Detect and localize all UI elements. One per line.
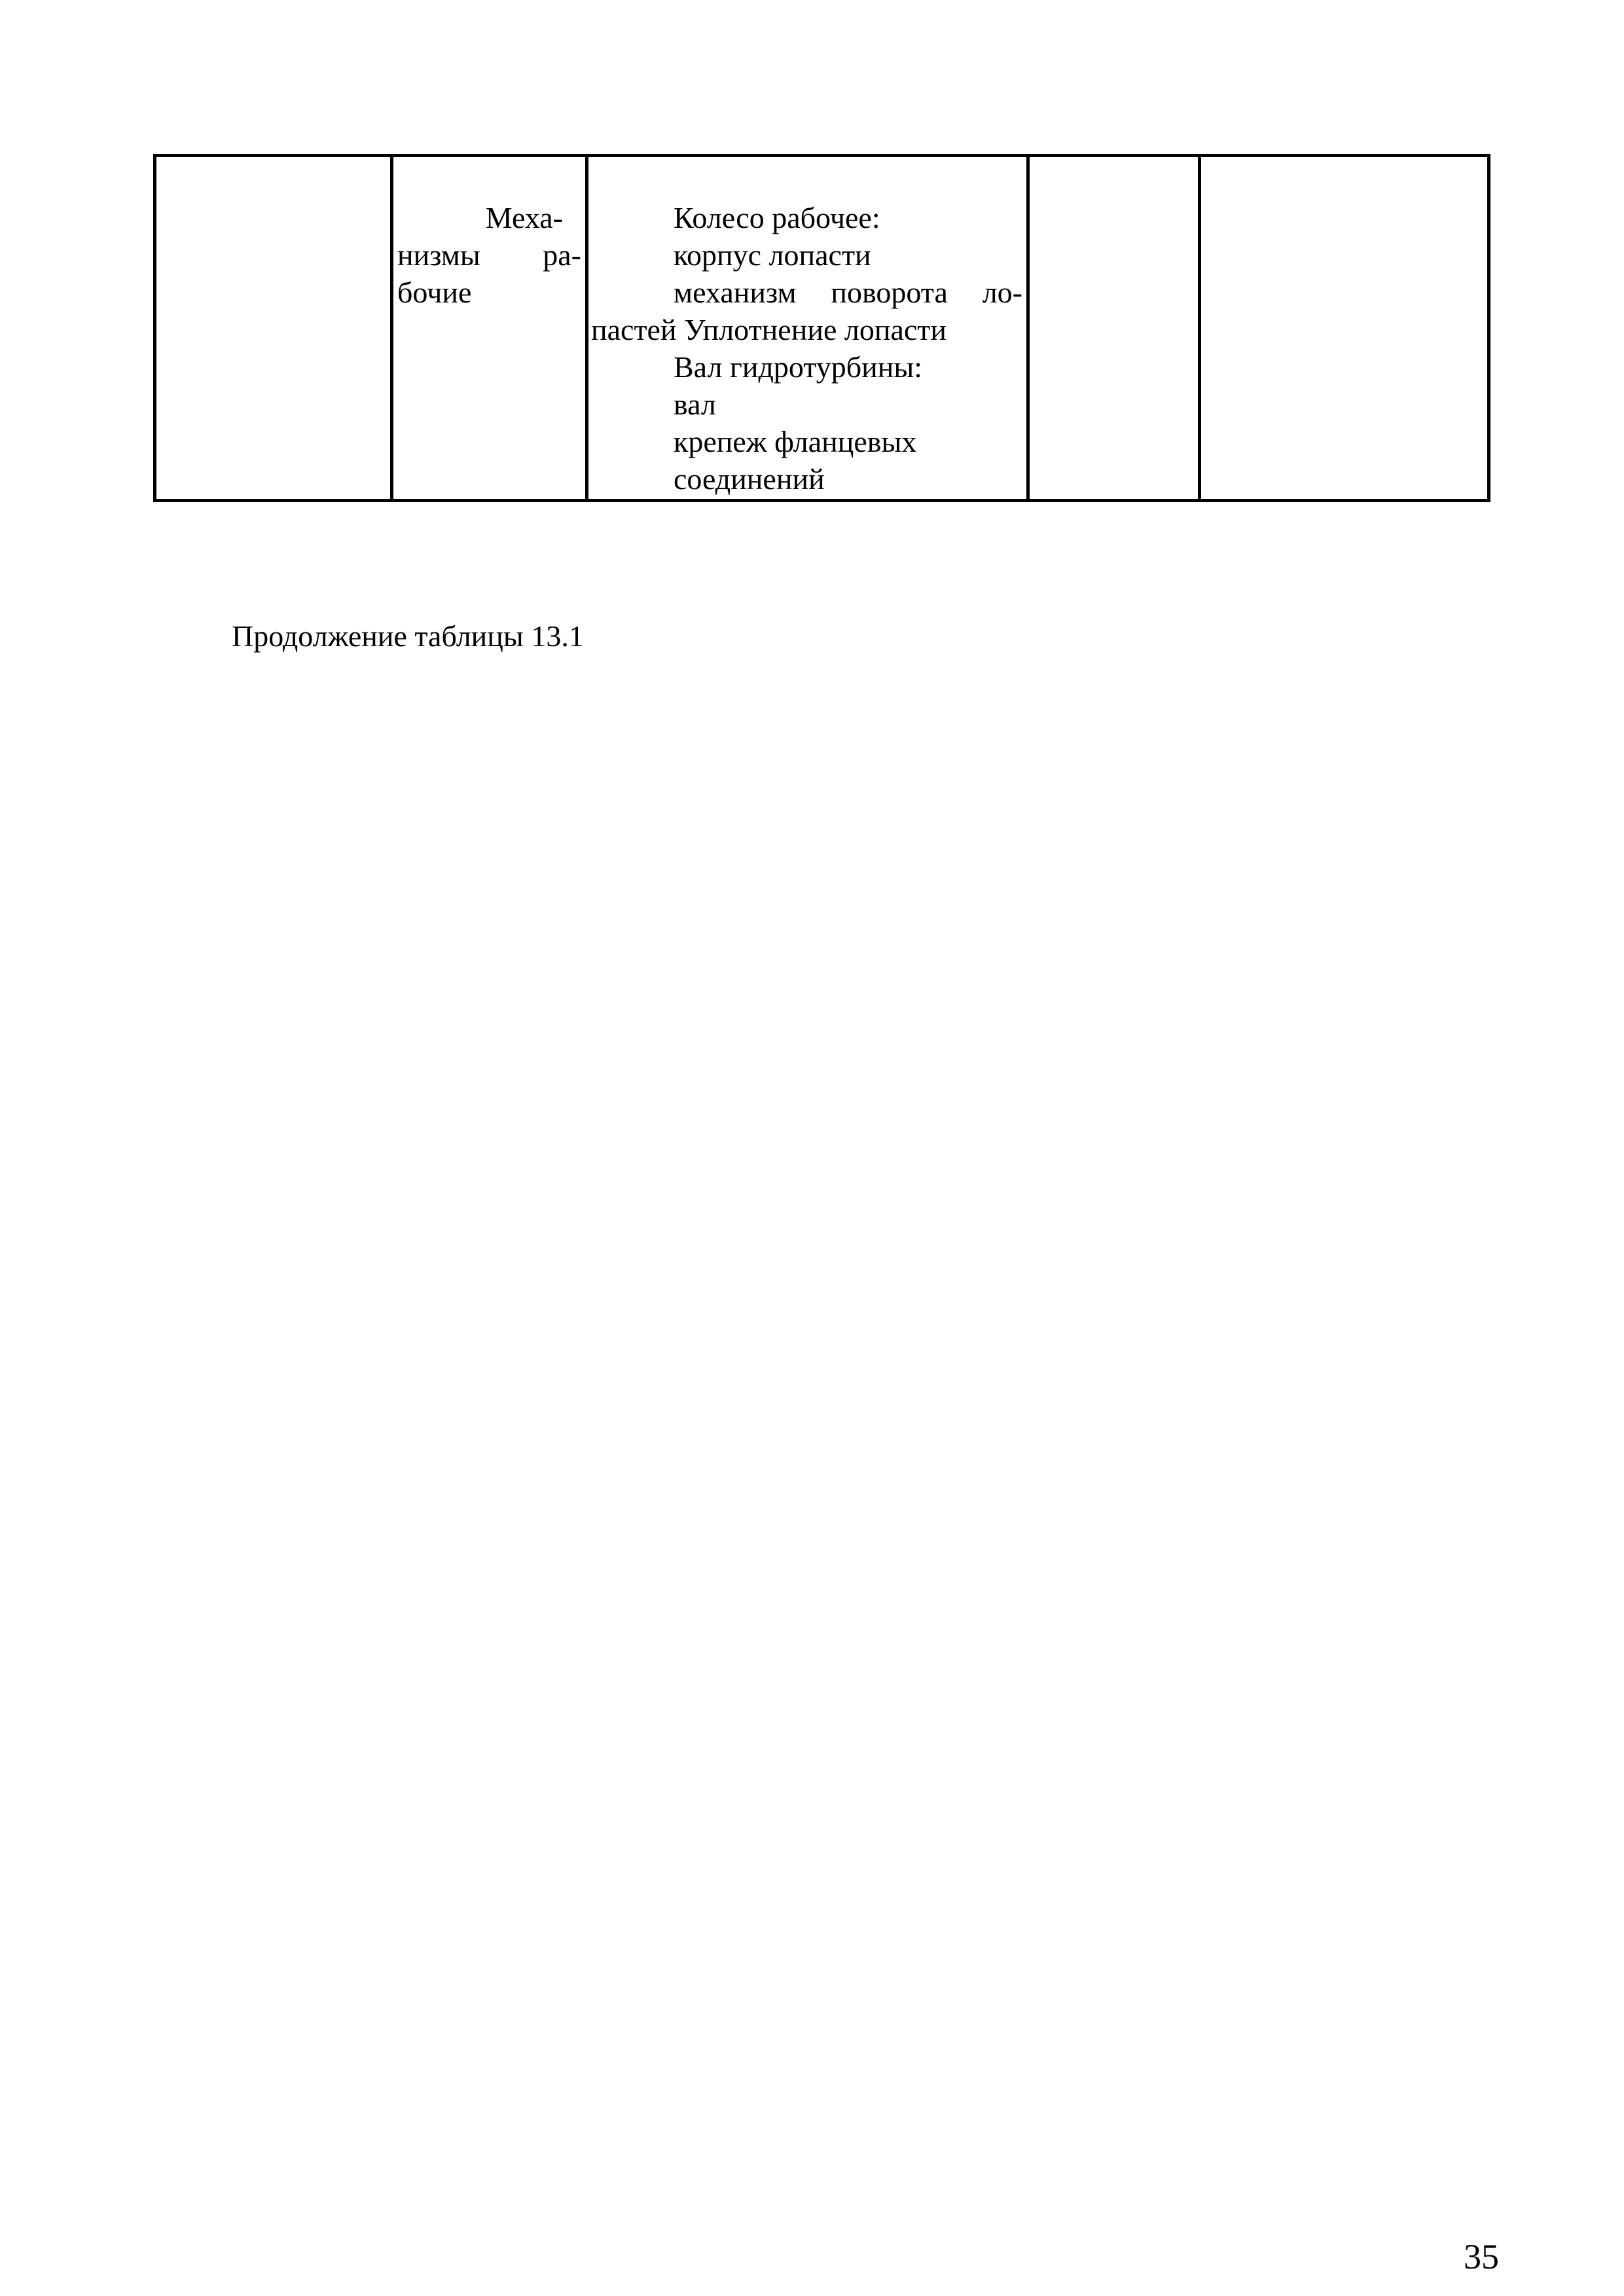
equipment-table — [153, 154, 1490, 502]
mechanisms-line-1: Меха- — [485, 201, 563, 234]
component-line-2: корпус лопасти — [674, 238, 871, 272]
component-line-3: механизм поворота ло- — [674, 276, 1022, 309]
page-number: 35 — [1464, 2237, 1499, 2276]
table-continuation-caption: Продолжение таблицы 13.1 — [232, 619, 584, 653]
mechanisms-line-3: бочие — [397, 276, 472, 309]
component-line-8: соединений — [674, 462, 825, 496]
table-cell-5 — [1200, 156, 1489, 501]
table-cell-1 — [155, 156, 392, 501]
table-cell-4 — [1028, 156, 1200, 501]
component-line-1: Колесо рабочее: — [674, 201, 880, 234]
table-cell-mechanisms — [392, 156, 587, 501]
component-line-5: Вал гидротурбины: — [674, 350, 923, 384]
component-line-6: вал — [674, 388, 716, 421]
table-row — [155, 156, 1489, 501]
mechanisms-line-2: низмы ра- — [397, 238, 581, 272]
component-line-4: пастей Уплотнение лопасти — [591, 313, 947, 346]
component-line-7: крепеж фланцевых — [674, 425, 917, 458]
table-cell-components — [587, 156, 1028, 501]
